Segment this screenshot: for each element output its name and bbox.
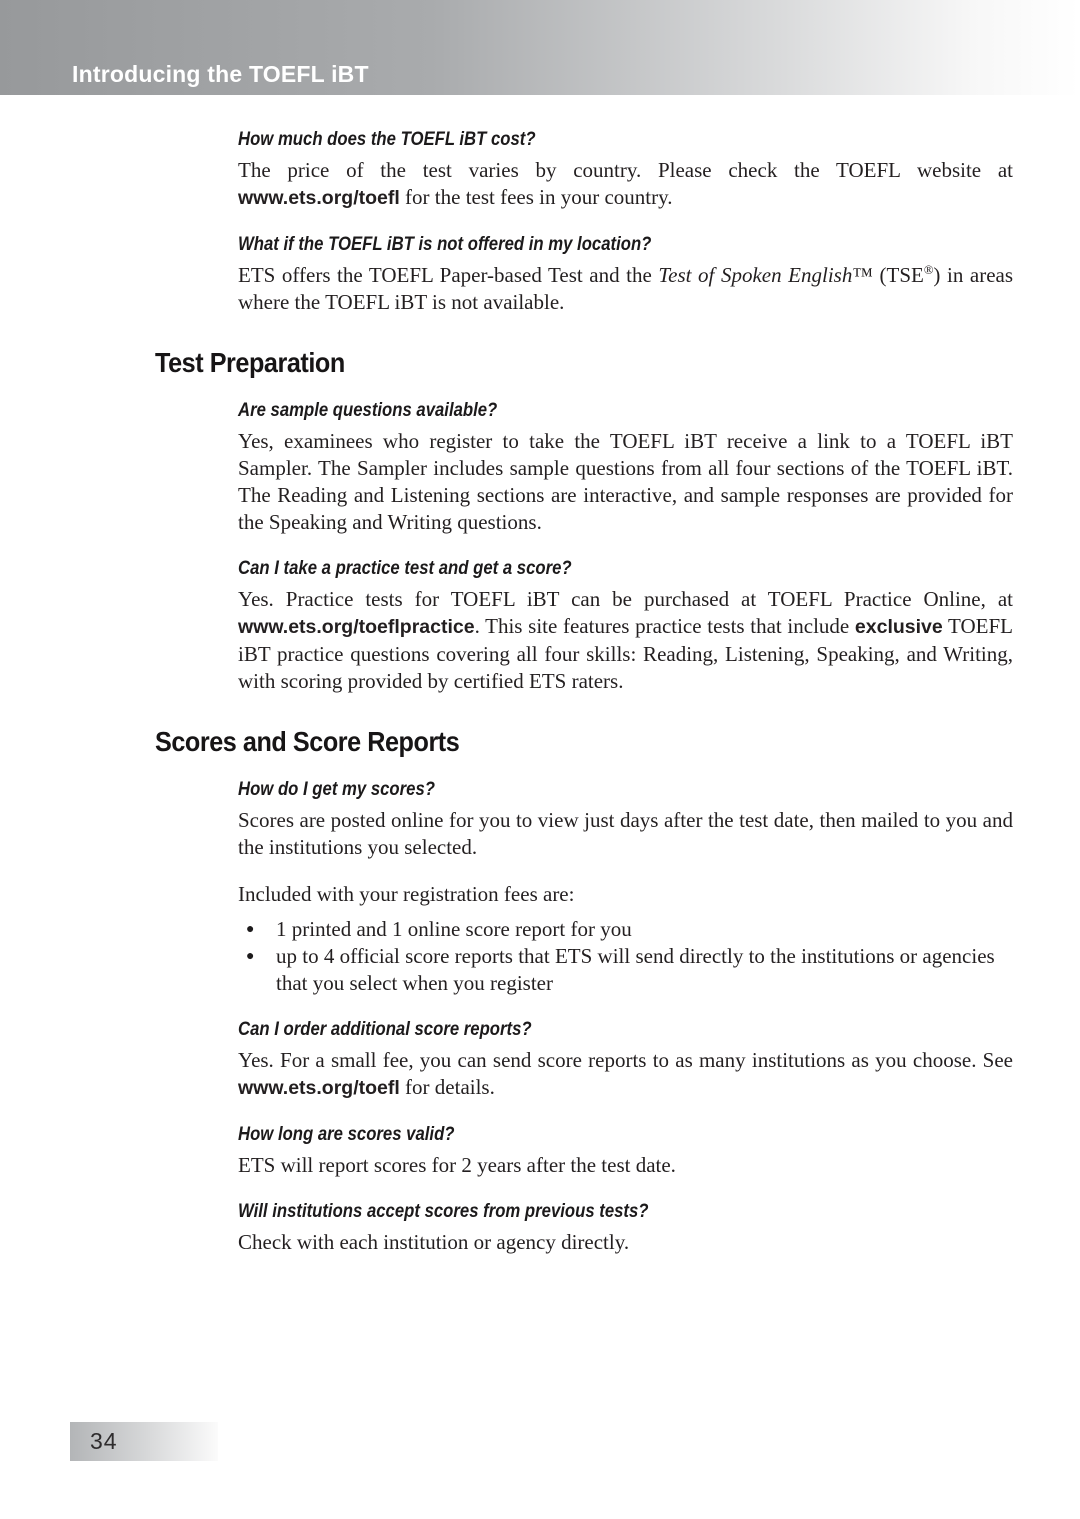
answer-cost (238, 157, 1013, 212)
text-run: for the test fees in your country. (399, 185, 673, 209)
text-run: Yes. For a small fee, you can send score reports to as many institutions as you choose. See (238, 1048, 1013, 1072)
url-text: www.ets.org/toefl (238, 1077, 400, 1099)
question-previous-tests: Will institutions accept scores from previous tests? (238, 1201, 649, 1222)
question-sample-questions: Are sample questions available? (238, 400, 498, 421)
emphasis-text: exclusive (854, 616, 943, 638)
question-additional-reports: Can I order additional score reports? (238, 1019, 532, 1040)
text-run: . This site features practice tests that include (474, 614, 855, 638)
answer-validity: ETS will report scores for 2 years after the test date. (238, 1153, 676, 1177)
list-item: ● up to 4 official score reports that ETS will send directly to the institutions or agencies that you select when you register (238, 943, 1013, 997)
text-run: The price of the test varies by country. Please check the TOEFL website at (238, 158, 1013, 182)
question-cost: How much does the TOEFL iBT cost? (238, 129, 536, 150)
text-run: Yes. Practice tests for TOEFL iBT can be purchased at TOEFL Practice Online, at (238, 587, 1013, 611)
fees-intro: Included with your registration fees are: (238, 882, 575, 906)
list-item: ● 1 printed and 1 online score report for you (238, 916, 1013, 943)
registered-symbol: ® (923, 263, 934, 277)
page-number: 34 (90, 1428, 118, 1454)
answer-get-scores: Scores are posted online for you to view just days after the test date, then mailed to you and the institutions you selected. (238, 808, 1013, 859)
page-content (0, 95, 1080, 1256)
page-header (0, 0, 1080, 95)
answer-sample-questions: Yes, examinees who register to take the TOEFL iBT receive a link to a TOEFL iBT Sampler. The Sampler includes sample questions from all four sections of the TOEFL iBT. The Reading and Listening sections are interactive, and sample responses are provided for the Speaking and Writing questions. (238, 429, 1013, 534)
text-run: (TSE (872, 263, 924, 287)
text-run: TOEFL iBT practice questions covering all four skills: Reading, Listening, Speaking, and Writing, with scoring provided by certified ETS raters. (238, 614, 1013, 693)
question-availability: What if the TOEFL iBT is not offered in my location? (238, 234, 652, 255)
header-title: Introducing the TOEFL iBT (72, 61, 369, 87)
url-text: www.ets.org/toeflpractice (238, 616, 475, 638)
text-run: ) in areas where the TOEFL iBT is not available. (238, 263, 1014, 314)
question-get-scores: How do I get my scores? (238, 779, 435, 800)
text-run: for details. (399, 1075, 495, 1099)
answer-additional-reports (238, 1047, 1013, 1102)
section-heading-scores: Scores and Score Reports (155, 726, 460, 757)
section-heading-test-preparation: Test Preparation (155, 347, 345, 378)
question-practice-test: Can I take a practice test and get a score? (238, 558, 572, 579)
answer-availability (238, 262, 1013, 316)
answer-previous-tests: Check with each institution or agency directly. (238, 1230, 630, 1254)
italic-title-text: Test of Spoken English (658, 263, 853, 287)
fees-list (238, 916, 1013, 997)
answer-practice-test (238, 586, 1013, 695)
url-text: www.ets.org/toefl (238, 187, 400, 209)
trademark-symbol: ™ (852, 263, 873, 287)
question-validity: How long are scores valid? (238, 1124, 455, 1145)
page-number-bar (70, 1422, 218, 1461)
text-run: ETS offers the TOEFL Paper-based Test and the (238, 263, 659, 287)
